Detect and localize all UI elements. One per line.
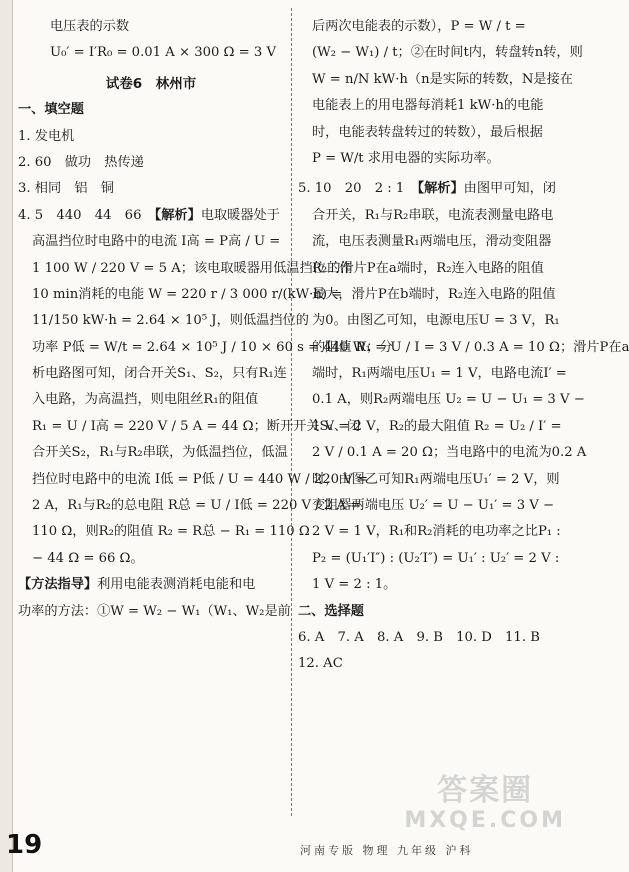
watermark-url: MXQE.COM	[404, 808, 566, 833]
text-line: 2 V / 0.1 A = 20 Ω；当电路中的电流为0.2 A	[312, 445, 587, 461]
text-line: 挡位时电路中的电流 I低 = P低 / U = 440 W / 220 V =	[32, 471, 369, 487]
text-line: P₂ = (U₁′I″) : (U₂′I″) = U₁′ : U₂′ = 2 V :	[312, 550, 560, 566]
answer-line: 3. 相同 铝 铜	[18, 181, 114, 197]
text-line: 合开关S₂，R₁与R₂串联，为低温挡位，低温	[32, 445, 288, 461]
text-line: 流，电压表测量R₁两端电压，滑动变阻器	[312, 234, 552, 250]
text-line: P = W/t 求用电器的实际功率。	[312, 150, 500, 166]
watermark-logo	[404, 773, 566, 833]
method-tag: 【方法指导】	[18, 577, 98, 593]
text-line: 析电路图可知，闭合开关S₁、S₂，只有R₁连	[32, 366, 287, 382]
paper-title: 试卷6 林州市	[105, 75, 197, 92]
analysis-tag: 【解析】	[154, 207, 201, 223]
section-heading: 二、选择题	[298, 603, 364, 619]
answer-line: 2. 60 做功 热传递	[18, 154, 144, 170]
right-column	[298, 14, 629, 678]
text-line: 10 min消耗的电能 W = 220 r / 3 000 r/(kW·h) =	[32, 286, 343, 302]
column-divider	[291, 8, 292, 816]
text-line: 110 Ω，则R₂的阻值 R₂ = R总 − R₁ = 110 Ω	[32, 524, 310, 540]
text-line: 时，电能表转盘转过的转数），最后根据	[312, 124, 543, 140]
text-line: 电能表上的用电器每消耗1 kW·h的电能	[312, 98, 544, 114]
method-line: 【方法指导】利用电能表测消耗电能和电	[18, 577, 256, 593]
text-line: 1 V = 2 V，R₂的最大阻值 R₂ = U₂ / I′ =	[312, 418, 562, 434]
text-line: 2 A，R₁与R₂的总电阻 R总 = U / I低 = 220 V / 2 A =	[32, 498, 362, 514]
answer-line: 1. 发电机	[18, 128, 75, 144]
text-line: 时，由图乙可知R₁两端电压U₁′ = 2 V，则	[312, 471, 560, 487]
text-line: 入电路，为高温挡，则电阻丝R₁的阻值	[32, 392, 259, 408]
text-line: R₂的滑片P在a端时，R₂连入电路的阻值	[312, 260, 544, 276]
text-line: 功率的方法：①W = W₂ − W₁（W₁、W₂是前	[18, 603, 291, 619]
text-line: 0.1 A，则R₂两端电压 U₂ = U − U₁ = 3 V −	[312, 392, 585, 408]
watermark-text: 答案圈	[437, 773, 534, 808]
text-line: − 44 Ω = 66 Ω。	[32, 550, 144, 566]
text-line: 高温挡位时电路中的电流 I高 = P高 / U =	[32, 234, 281, 250]
text-line: 后两次电能表的示数），P = W / t =	[312, 19, 526, 34]
page-number: 19	[6, 830, 43, 860]
text-line: 变阻器两端电压 U₂′ = U − U₁′ = 3 V −	[312, 498, 555, 514]
page-spine	[0, 0, 13, 872]
answer-line: 6. A 7. A 8. A 9. B 10. D 11. B	[298, 629, 540, 645]
text-line: W = n/N kW·h（n是实际的转数，N是接在	[312, 71, 573, 87]
text-line: 的阻值 R₁ = U / I = 3 V / 0.3 A = 10 Ω；滑片P在a	[312, 339, 629, 355]
answer-line: 12. AC	[298, 656, 343, 672]
answer-line: 4. 5 440 44 66 【解析】电取暖器处于	[18, 207, 280, 223]
text-line: 11/150 kW·h = 2.64 × 10⁵ J，则低温挡位的	[32, 313, 309, 329]
text-line: 2 V = 1 V，R₁和R₂消耗的电功率之比P₁ :	[312, 524, 561, 540]
text-line: R₁ = U / I高 = 220 V / 5 A = 44 Ω；断开开关S₁、闭	[32, 418, 361, 434]
text-line: 为0。由图乙可知，电源电压U = 3 V，R₁	[312, 313, 560, 329]
text-line: 1 100 W / 220 V = 5 A；该电取暖器用低温挡位工作	[32, 260, 353, 276]
section-heading: 一、填空题	[18, 102, 84, 118]
footer-label: 河南专版 物理 九年级 沪科	[300, 844, 474, 857]
text-line: 端时，R₁两端电压U₁ = 1 V，电路电流I′ =	[312, 366, 567, 382]
text-line: 1 V = 2 : 1。	[312, 577, 397, 593]
text-line: (W₂ − W₁) / t；②在时间t内，转盘转n转，则	[312, 45, 583, 61]
analysis-tag: 【解析】	[417, 181, 464, 197]
text-line: 合开关，R₁与R₂串联，电流表测量电路电	[312, 207, 554, 223]
text-line: 功率 P低 = W/t = 2.64 × 10⁵ J / 10 × 60 s = 440 W；分	[32, 339, 393, 355]
answer-line: 5. 10 20 2 : 1 【解析】由图甲可知，闭	[298, 181, 556, 197]
text-line: 电压表的示数	[50, 19, 130, 34]
formula-line: U₀′ = I′R₀ = 0.01 A × 300 Ω = 3 V	[50, 45, 277, 61]
text-line: 最大，滑片P在b端时，R₂连入电路的阻值	[312, 286, 556, 302]
